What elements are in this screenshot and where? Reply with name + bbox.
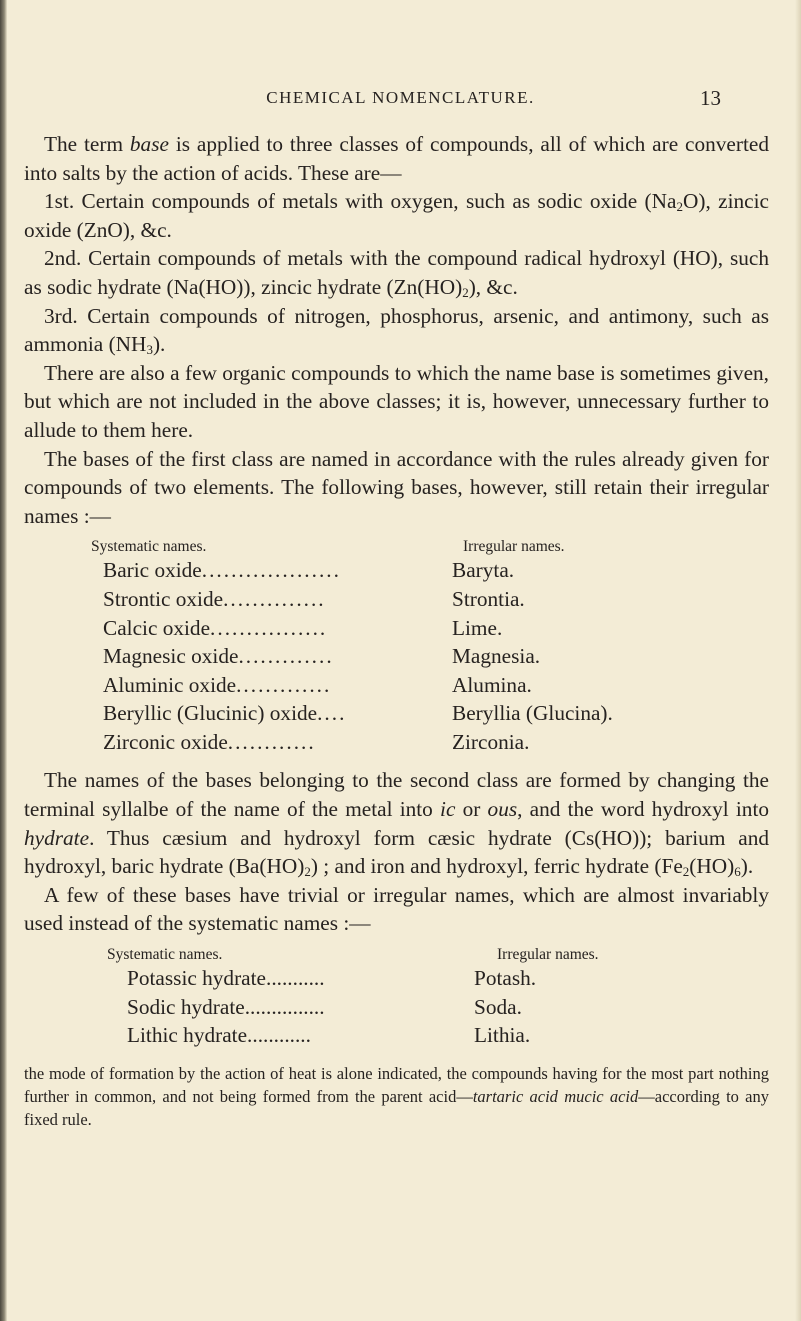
- table-header: [24, 532, 769, 556]
- binding-gutter: [0, 0, 7, 1321]
- systematic-name: Calcic oxide: [103, 615, 211, 640]
- irregular-name: Lime.: [452, 615, 503, 640]
- irregular-name: Lithia.: [474, 1023, 531, 1048]
- col-systematic: Systematic names.: [107, 946, 223, 964]
- col-irregular: Irregular names.: [497, 946, 599, 964]
- intro-paragraph: The term base is applied to three classes of compounds, all of which are converted into salts by the action of acids. These are—: [24, 132, 769, 185]
- table-row: Lithic hydrate............ Lithia.: [24, 1021, 769, 1050]
- systematic-name: Baric oxide: [103, 558, 202, 583]
- table-row: Sodic hydrate............... Soda.: [24, 993, 769, 1022]
- hydrate-names-table: [24, 940, 769, 1050]
- page-edge: [795, 0, 801, 1321]
- irregular-name: Beryllia (Glucina).: [452, 701, 613, 726]
- footnote: the mode of formation by the action of heat is alone indicated, the compounds having for the most part nothing further in common, and not being formed from the parent acid—tartaric acid mucic acid—according to any fixed rule.: [24, 1063, 770, 1129]
- table-row: Strontic oxide.............. Strontia.: [24, 585, 769, 614]
- table-row: Baric oxide................... Baryta.: [24, 556, 769, 585]
- systematic-name: Magnesic oxide: [103, 644, 239, 669]
- systematic-name: Strontic oxide: [103, 586, 224, 611]
- systematic-name: Aluminic oxide: [103, 672, 237, 697]
- page-header: [0, 88, 801, 114]
- irregular-name: Potash.: [474, 966, 537, 991]
- table-row: Aluminic oxide............. Alumina.: [24, 671, 769, 700]
- table-header: [24, 940, 769, 964]
- trivial-paragraph: A few of these bases have trivial or irregular names, which are almost invariably used instead of the systematic names :—: [24, 882, 769, 936]
- first-class-paragraph: The bases of the first class are named in accordance with the rules already given for compounds of two elements. The following bases, however, still retain their irregular names :—: [24, 446, 769, 528]
- table-row: Magnesic oxide............. Magnesia.: [24, 642, 769, 671]
- running-head: CHEMICAL NOMENCLATURE.: [266, 88, 535, 107]
- page-body: [24, 130, 769, 1131]
- systematic-name: Zirconic oxide: [103, 729, 228, 754]
- class-third: 3rd. Certain compounds of nitrogen, phosphorus, arsenic, and antimony, such as ammonia $(NH_3)$.: [24, 303, 769, 358]
- table-row: Zirconic oxide............ Zirconia.: [24, 728, 769, 757]
- class-first: 1st. Certain compounds of metals with oxygen, such as sodic oxide $(Na_2O)$, zincic oxide (ZnO), &c.: [24, 189, 770, 242]
- table-row: Beryllic (Glucinic) oxide.... Beryllia (Glucina).: [24, 699, 769, 728]
- second-class-paragraph: The names of the bases belonging to the second class are formed by changing the terminal syllalbe of the name of the metal into ic or ous, and the word hydroxyl into hydrate. Thus cæsium and hydroxyl form cæsic hydrate (Cs(HO)); barium and hydroxyl, baric hydrate $(Ba(HO)_2)$ ; and iron and hydroxyl, ferric hydrate $(Fe_2(HO)_6)$.: [24, 768, 770, 880]
- systematic-name: Lithic hydrate: [127, 1023, 248, 1048]
- irregular-name: Strontia.: [452, 586, 525, 611]
- systematic-name: Potassic hydrate: [127, 966, 266, 991]
- irregular-name: Zirconia.: [452, 729, 530, 754]
- base-term: base: [129, 132, 169, 156]
- systematic-name: Beryllic (Glucinic) oxide: [103, 701, 318, 726]
- page-number: 13: [700, 86, 721, 110]
- irregular-name: Alumina.: [452, 672, 532, 697]
- systematic-name: Sodic hydrate: [127, 994, 245, 1019]
- col-systematic: Systematic names.: [91, 538, 207, 556]
- table-row: Calcic oxide................ Lime.: [24, 614, 769, 643]
- irregular-name: Magnesia.: [452, 644, 541, 669]
- table-row: Potassic hydrate........... Potash.: [24, 964, 769, 993]
- col-irregular: Irregular names.: [463, 538, 565, 556]
- class-second: 2nd. Certain compounds of metals with the compound radical hydroxyl (HO), such as sodic hydrate (Na(HO)), zincic hydrate $(Zn(HO)_2)$, &c.: [24, 246, 769, 300]
- oxide-names-table: [24, 532, 769, 756]
- organic-paragraph: There are also a few organic compounds to which the name base is sometimes given, but which are not included in the above classes; it is, however, unnecessary further to allude to them here.: [24, 360, 769, 442]
- irregular-name: Soda.: [474, 994, 522, 1019]
- irregular-name: Baryta.: [452, 558, 515, 583]
